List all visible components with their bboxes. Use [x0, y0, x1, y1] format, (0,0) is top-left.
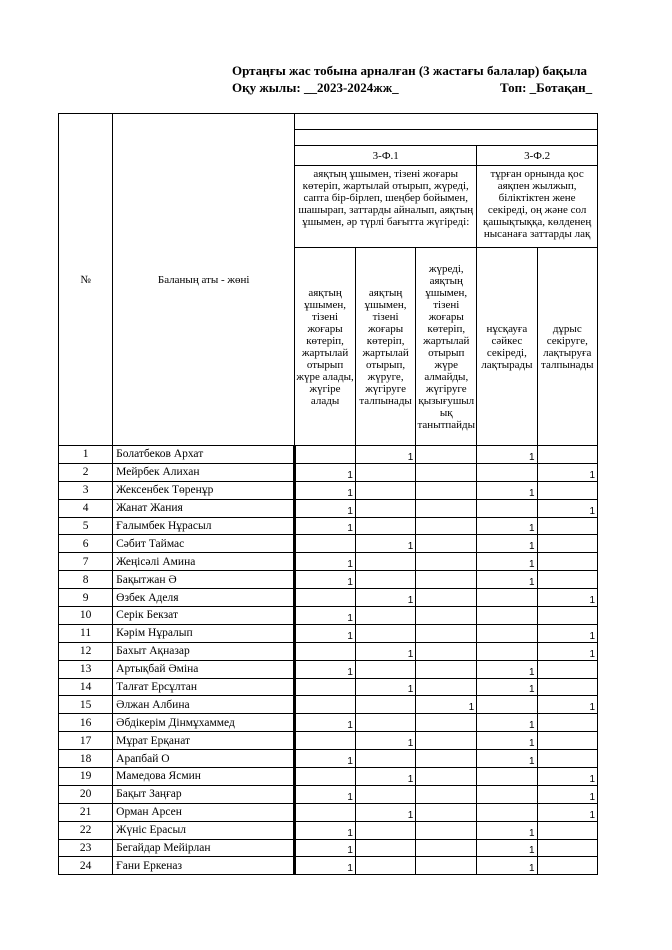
table-row: [59, 821, 598, 839]
score-cell: [537, 571, 597, 589]
row-number: 17: [59, 732, 113, 750]
score-cell: 1: [295, 785, 356, 803]
score-cell: 1: [537, 696, 597, 714]
score-cell: [355, 499, 415, 517]
score-cell: 1: [295, 571, 356, 589]
score-cell: 1: [537, 642, 597, 660]
table-row: [59, 607, 598, 625]
score-cell: [416, 607, 477, 625]
score-cell: 1: [477, 839, 537, 857]
score-cell: 1: [355, 803, 415, 821]
table-row: [59, 571, 598, 589]
score-cell: 1: [537, 499, 597, 517]
table-row: [59, 732, 598, 750]
score-cell: [355, 571, 415, 589]
child-name: Талғат Ерсұлтан: [113, 678, 295, 696]
subcolumn-header: жүреді, аяқтың ұшымен, тізені жоғары көтеріп, жартылай отырып жүре алмайды, жүгіруге қызығушыл ық танытпайды: [416, 248, 477, 446]
child-name: Әлжан Албина: [113, 696, 295, 714]
score-cell: [416, 499, 477, 517]
table-row: [59, 499, 598, 517]
score-cell: 1: [477, 732, 537, 750]
score-cell: [355, 463, 415, 481]
child-name: Сәбит Таймас: [113, 535, 295, 553]
score-cell: [477, 696, 537, 714]
score-cell: 1: [477, 821, 537, 839]
score-cell: [295, 732, 356, 750]
score-cell: 1: [537, 803, 597, 821]
score-cell: [477, 803, 537, 821]
score-cell: 1: [477, 678, 537, 696]
table-row: [59, 857, 598, 875]
table-row: [59, 553, 598, 571]
score-cell: 1: [537, 785, 597, 803]
score-cell: 1: [295, 750, 356, 768]
score-cell: [537, 517, 597, 535]
score-cell: 1: [355, 589, 415, 607]
score-cell: [416, 678, 477, 696]
score-cell: [416, 553, 477, 571]
score-cell: [416, 732, 477, 750]
score-cell: 1: [295, 607, 356, 625]
score-cell: [537, 839, 597, 857]
score-cell: [477, 768, 537, 786]
score-cell: [416, 481, 477, 499]
child-name: Бахыт Ақназар: [113, 642, 295, 660]
score-cell: 1: [537, 624, 597, 642]
score-cell: 1: [295, 839, 356, 857]
subcolumn-header: нұсқауға сәйкес секіреді, лақтырады: [477, 248, 537, 446]
table-row: [59, 517, 598, 535]
score-cell: [416, 660, 477, 678]
score-cell: [537, 660, 597, 678]
score-cell: 1: [477, 571, 537, 589]
table-row: [59, 481, 598, 499]
score-cell: 1: [295, 481, 356, 499]
table-row: [59, 446, 598, 464]
observation-table: [58, 113, 598, 875]
score-cell: [416, 571, 477, 589]
row-number: 21: [59, 803, 113, 821]
score-cell: 1: [537, 768, 597, 786]
score-cell: [355, 785, 415, 803]
score-cell: [537, 481, 597, 499]
row-number: 9: [59, 589, 113, 607]
academic-year: Оқу жылы: __2023-2024жж_: [232, 80, 399, 95]
score-cell: [416, 768, 477, 786]
table-row: [59, 660, 598, 678]
score-cell: [416, 463, 477, 481]
score-cell: [295, 446, 356, 464]
score-cell: [416, 857, 477, 875]
row-number: 13: [59, 660, 113, 678]
table-body: [59, 114, 598, 875]
score-cell: [355, 839, 415, 857]
score-cell: 1: [477, 857, 537, 875]
group-header-3f2: 3-Ф.2: [477, 146, 598, 166]
score-cell: 1: [295, 553, 356, 571]
subcolumn-header: аяқтың ұшымен, тізені жоғары көтеріп, жартылай отырып жүре алады, жүгіре алады: [295, 248, 356, 446]
table-row: [59, 696, 598, 714]
score-cell: 1: [537, 463, 597, 481]
score-cell: 1: [295, 463, 356, 481]
row-number: 22: [59, 821, 113, 839]
score-cell: [537, 821, 597, 839]
score-cell: [537, 732, 597, 750]
score-cell: 1: [295, 624, 356, 642]
row-number: 23: [59, 839, 113, 857]
row-number: 19: [59, 768, 113, 786]
score-cell: [295, 696, 356, 714]
score-cell: [537, 750, 597, 768]
group-name: Топ: _Ботақан_: [500, 80, 593, 95]
table-row: [59, 535, 598, 553]
score-cell: 1: [355, 535, 415, 553]
column-header-name: Баланың аты - жөні: [113, 114, 295, 446]
score-cell: [416, 624, 477, 642]
score-cell: [295, 768, 356, 786]
child-name: Ғалымбек Нұрасыл: [113, 517, 295, 535]
score-cell: 1: [295, 660, 356, 678]
score-cell: [416, 517, 477, 535]
score-cell: [416, 535, 477, 553]
score-cell: [537, 714, 597, 732]
group-description-3f1: аяқтың ұшымен, тізені жоғары көтеріп, жартылай отырып, жүреді, сапта бір-бірлеп, шеңбер бойымен, шашырап, заттарды айналып, аяқтың ұшымен, әр түрлі бағытта жүгіреді:: [295, 166, 477, 248]
score-cell: [416, 589, 477, 607]
child-name: Жеңісәлі Амина: [113, 553, 295, 571]
row-number: 4: [59, 499, 113, 517]
row-number: 2: [59, 463, 113, 481]
score-cell: [416, 821, 477, 839]
score-cell: [477, 624, 537, 642]
column-header-number: №: [59, 114, 113, 446]
score-cell: [355, 714, 415, 732]
row-number: 10: [59, 607, 113, 625]
score-cell: [355, 481, 415, 499]
child-name: Жексенбек Төренұр: [113, 481, 295, 499]
score-cell: 1: [477, 750, 537, 768]
score-cell: 1: [355, 768, 415, 786]
score-cell: 1: [477, 481, 537, 499]
score-cell: [355, 696, 415, 714]
child-name: Артықбай Әміна: [113, 660, 295, 678]
score-cell: [355, 821, 415, 839]
score-cell: 1: [477, 446, 537, 464]
score-cell: [355, 607, 415, 625]
child-name: Арапбай О: [113, 750, 295, 768]
child-name: Бегайдар Мейірлан: [113, 839, 295, 857]
score-cell: [477, 589, 537, 607]
subcolumn-header: аяқтың ұшымен, тізені жоғары көтеріп, жартылай отырып, жүруге, жүгіруге талпынады: [355, 248, 415, 446]
score-cell: [416, 446, 477, 464]
table-row: [59, 750, 598, 768]
score-cell: [537, 553, 597, 571]
table-row: [59, 463, 598, 481]
child-name: Серік Бекзат: [113, 607, 295, 625]
table-row: [59, 624, 598, 642]
child-name: Ғани Еркеназ: [113, 857, 295, 875]
score-cell: [477, 499, 537, 517]
score-cell: [355, 750, 415, 768]
score-cell: [416, 785, 477, 803]
row-number: 20: [59, 785, 113, 803]
child-name: Мамедова Ясмин: [113, 768, 295, 786]
child-name: Бақытжан Ә: [113, 571, 295, 589]
score-cell: 1: [355, 642, 415, 660]
blank-header-cell: [295, 114, 598, 130]
row-number: 11: [59, 624, 113, 642]
child-name: Әбдікерім Дінмұхаммед: [113, 714, 295, 732]
row-number: 1: [59, 446, 113, 464]
row-number: 15: [59, 696, 113, 714]
score-cell: [355, 517, 415, 535]
score-cell: 1: [477, 714, 537, 732]
score-cell: [295, 803, 356, 821]
score-cell: [355, 624, 415, 642]
table-row: [59, 714, 598, 732]
score-cell: [295, 535, 356, 553]
score-cell: 1: [477, 660, 537, 678]
score-cell: [537, 535, 597, 553]
row-number: 3: [59, 481, 113, 499]
child-name: Мұрат Ерқанат: [113, 732, 295, 750]
score-cell: [416, 750, 477, 768]
score-cell: [416, 803, 477, 821]
score-cell: [355, 553, 415, 571]
row-number: 14: [59, 678, 113, 696]
row-number: 12: [59, 642, 113, 660]
score-cell: [295, 589, 356, 607]
child-name: Өзбек Аделя: [113, 589, 295, 607]
row-number: 8: [59, 571, 113, 589]
table-row: [59, 642, 598, 660]
score-cell: 1: [477, 517, 537, 535]
score-cell: 1: [477, 535, 537, 553]
subcolumn-header: дұрыс секіруге, лақтыруға талпынады: [537, 248, 597, 446]
table-row: [59, 785, 598, 803]
row-number: 18: [59, 750, 113, 768]
row-number: 6: [59, 535, 113, 553]
score-cell: 1: [537, 589, 597, 607]
document-title: Ортаңғы жас тобына арналған (3 жастағы балалар) бақыла: [232, 63, 588, 78]
child-name: Бақыт Заңғар: [113, 785, 295, 803]
score-cell: [477, 642, 537, 660]
child-name: Жанат Жания: [113, 499, 295, 517]
score-cell: 1: [355, 446, 415, 464]
child-name: Жүніс Ерасыл: [113, 821, 295, 839]
score-cell: [295, 642, 356, 660]
score-cell: [477, 607, 537, 625]
score-cell: 1: [355, 732, 415, 750]
score-cell: [477, 463, 537, 481]
row-number: 5: [59, 517, 113, 535]
child-name: Кәрім Нұралып: [113, 624, 295, 642]
child-name: Орман Арсен: [113, 803, 295, 821]
score-cell: [355, 660, 415, 678]
score-cell: [416, 839, 477, 857]
row-number: 7: [59, 553, 113, 571]
blank-header-cell: [295, 130, 598, 146]
score-cell: [537, 607, 597, 625]
score-cell: [416, 714, 477, 732]
child-name: Болатбеков Архат: [113, 446, 295, 464]
row-number: 16: [59, 714, 113, 732]
score-cell: 1: [355, 678, 415, 696]
score-cell: [537, 446, 597, 464]
table-row: [59, 678, 598, 696]
score-cell: 1: [416, 696, 477, 714]
score-cell: [537, 678, 597, 696]
group-description-3f2: тұрған орнында қос аяқпен жылжып, біліктіктен жене секіреді, оң және сол қашықтыққа, көлденең нысанаға заттарды лақ: [477, 166, 598, 248]
score-cell: [416, 642, 477, 660]
score-cell: [477, 785, 537, 803]
score-cell: 1: [295, 499, 356, 517]
table-row: [59, 768, 598, 786]
score-cell: 1: [295, 857, 356, 875]
score-cell: 1: [295, 821, 356, 839]
score-cell: 1: [295, 517, 356, 535]
score-cell: [537, 857, 597, 875]
header-row-top: [59, 114, 598, 130]
score-cell: 1: [295, 714, 356, 732]
table-row: [59, 589, 598, 607]
row-number: 24: [59, 857, 113, 875]
table-row: [59, 803, 598, 821]
score-cell: 1: [477, 553, 537, 571]
score-cell: [355, 857, 415, 875]
child-name: Мейрбек Алихан: [113, 463, 295, 481]
table-row: [59, 839, 598, 857]
group-header-3f1: 3-Ф.1: [295, 146, 477, 166]
score-cell: [295, 678, 356, 696]
